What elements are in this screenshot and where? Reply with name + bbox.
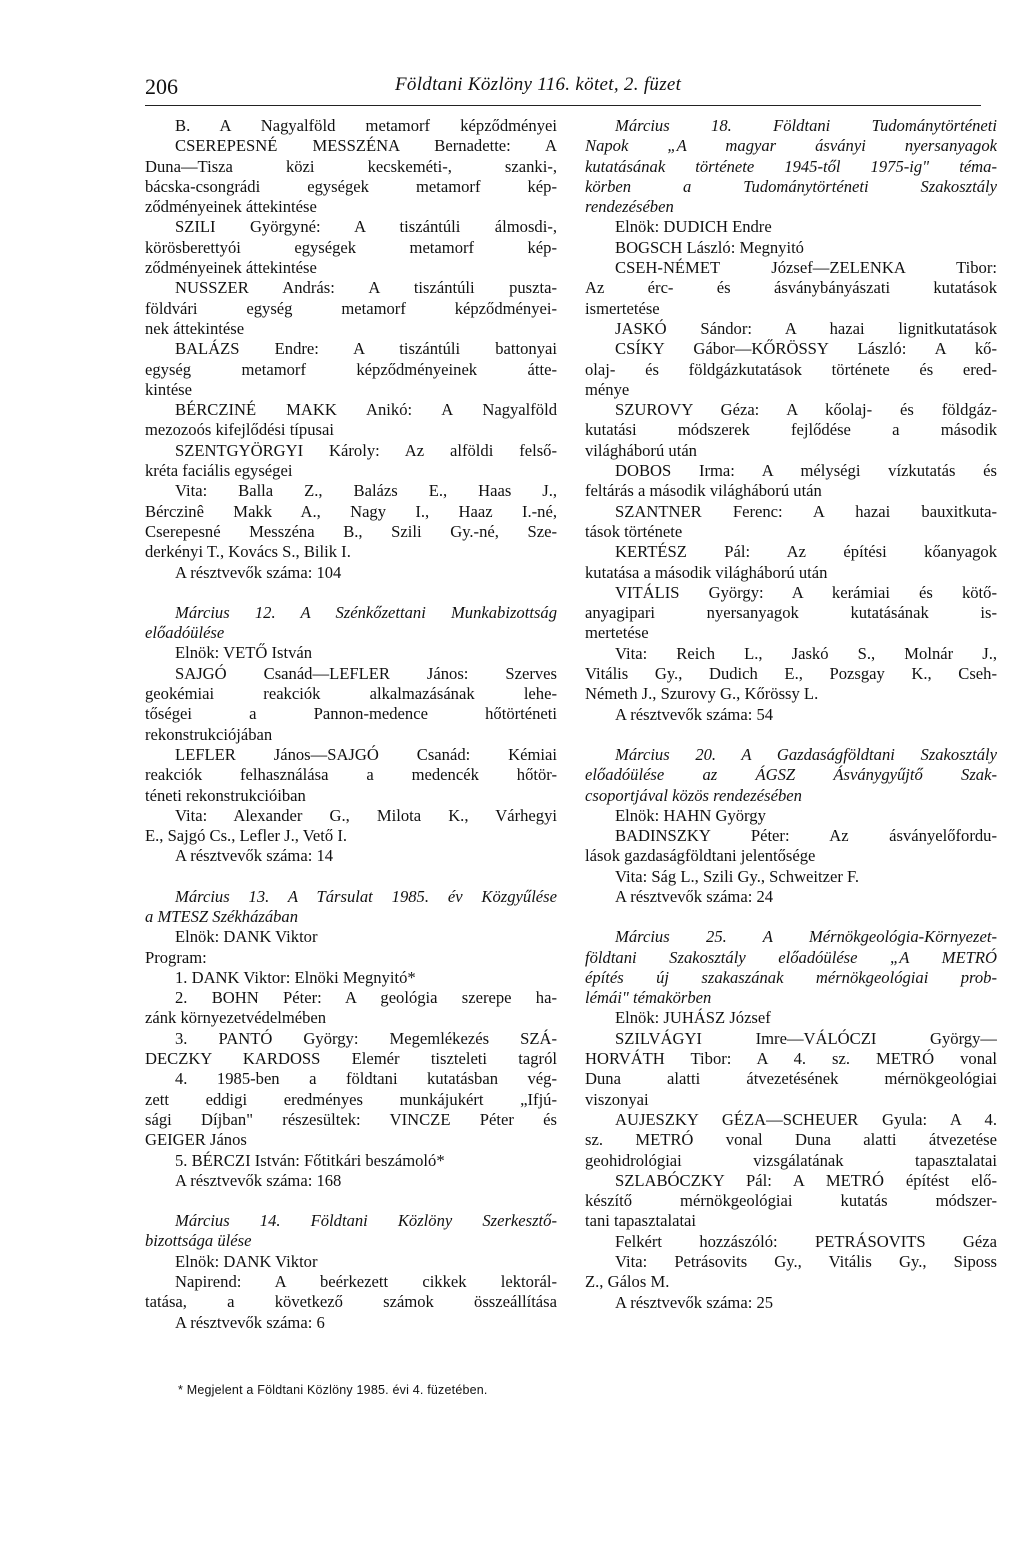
text-line: ménye (585, 379, 630, 399)
text-line: Vita: Alexander G., Milota K., Várhegyi (175, 805, 557, 825)
text-line: A résztvevők száma: 14 (175, 846, 334, 866)
text-line: Program: (145, 947, 207, 967)
text-line: Z., Gálos M. (585, 1272, 670, 1292)
paragraph-gap (585, 725, 997, 745)
text-line: nek áttekintése (145, 318, 245, 338)
text-line: anyagipari nyersanyagok kutatásának is- (585, 603, 997, 623)
text-line: SZILVÁGYI Imre—VÁLÓCZI György— (615, 1028, 997, 1048)
right-column (585, 116, 997, 1313)
text-line: B. A Nagyalföld metamorf képződményei (175, 116, 557, 135)
text-line: SAJGÓ Csanád—LEFLER János: Szerves (175, 663, 557, 683)
text-line: a MTESZ Székházában (145, 906, 299, 926)
text-line: Az érc- és ásványbányászati kutatások (585, 278, 997, 298)
text-line: HORVÁTH Tibor: A 4. sz. METRÓ vonal (585, 1049, 997, 1069)
text-line: BÉRCZINÉ MAKK Anikó: A Nagyalföld (175, 400, 557, 420)
text-line: mezozoós kifejlődési típusai (145, 420, 334, 440)
text-line: ismertetése (585, 298, 660, 318)
text-line: Március 14. Földtani Közlöny Szerkesztő- (175, 1211, 557, 1231)
text-line: GEIGER János (145, 1130, 247, 1150)
text-line: Vita: Ság L., Szili Gy., Schweitzer F. (615, 866, 860, 886)
text-line: CSEREPESNÉ MESSZÉNA Bernadette: A (175, 136, 557, 156)
text-line: Cserepesné Messzéna B., Szili Gy.-né, Sze- (145, 521, 557, 541)
text-line: Március 20. A Gazdaságföldtani Szakosztály (615, 744, 997, 764)
text-line: földtani Szakosztály előadóülése „A METRÓ (585, 947, 997, 967)
text-line: reakciók felhasználása a medencék hőtör- (145, 765, 557, 785)
text-line: Március 12. A Szénkőzettani Munkabizottság (175, 602, 557, 622)
text-line: világháború után (585, 440, 697, 460)
text-line: Napok „A magyar ásványi nyersanyagok (585, 136, 997, 156)
text-line: ződményeinek áttekintése (145, 258, 317, 278)
text-line: SZILI Györgyné: A tiszántúli álmosdi-, (175, 217, 557, 237)
text-line: Németh J., Szurovy G., Kőrössy L. (585, 684, 819, 704)
text-line: kutatásának története 1945-től 1975-ig" téma- (585, 156, 997, 176)
text-line: olaj- és földgázkutatások története és ered- (585, 359, 997, 379)
text-line: A résztvevők száma: 54 (615, 704, 774, 724)
text-line: Duna alatti átvezetésének mérnökgeológiai (585, 1069, 997, 1089)
text-line: Napirend: A beérkezett cikkek lektorál- (175, 1272, 557, 1292)
text-line: bácska-csongrádi egységek metamorf kép- (145, 176, 557, 196)
text-line: egység metamorf képződményeinek átte- (145, 359, 557, 379)
text-line: zett eddigi eredményes munkájukért „Ifjú- (145, 1089, 557, 1109)
text-line: Elnök: DANK Viktor (175, 1251, 318, 1271)
text-line: sági Díjban" részesültek: VINCZE Péter és (145, 1109, 557, 1129)
text-line: zánk környezetvédelmében (145, 1008, 327, 1028)
page-number: 206 (145, 74, 178, 99)
text-line: kutatási módszerek fejlődése a második (585, 420, 997, 440)
text-line: tások története (585, 521, 683, 541)
page-header (145, 74, 981, 104)
text-line: Március 25. A Mérnökgeológia-Környezet- (615, 927, 997, 947)
text-line: rekonstrukciójában (145, 724, 273, 744)
text-line: derkényi T., Kovács S., Bilik I. (145, 542, 351, 562)
text-line: SZLABÓCZKY Pál: A METRÓ építést elő- (615, 1170, 997, 1190)
text-line: tani tapasztalatai (585, 1211, 697, 1231)
text-line: feltárás a második világháború után (585, 481, 822, 501)
text-line: CSÍKY Gábor—KŐRÖSSY László: A kő- (615, 339, 997, 359)
text-line: KERTÉSZ Pál: Az építési kőanyagok (615, 542, 997, 562)
text-line: Elnök: DANK Viktor (175, 927, 318, 947)
text-line: E., Sajgó Cs., Lefler J., Vető I. (145, 826, 348, 846)
text-line: tatása, a következő számok összeállítása (145, 1292, 557, 1312)
text-line: körben a Tudománytörténeti Szakosztály (585, 176, 997, 196)
text-line: 5. BÉRCZI István: Főtitkári beszámoló* (175, 1150, 445, 1170)
text-line: SZENTGYÖRGYI Károly: Az alföldi felső- (175, 440, 557, 460)
text-line: Elnök: DUDICH Endre (615, 217, 772, 237)
text-line: A résztvevők száma: 24 (615, 886, 774, 906)
text-line: lémái" témakörben (585, 988, 712, 1008)
text-line: bizottsága ülése (145, 1231, 252, 1251)
text-line: Felkért hozzászóló: PETRÁSOVITS Géza (615, 1231, 997, 1251)
text-line: építés új szakaszának mérnökgeológiai prob- (585, 967, 997, 987)
text-line: tőségei a Pannon-medence hőtörténeti (145, 704, 557, 724)
text-line: előadóülése (145, 623, 225, 643)
text-line: Vita: Reich L., Jaskó S., Molnár J., (615, 643, 997, 663)
running-title: Földtani Közlöny 116. kötet, 2. füzet (395, 74, 682, 95)
text-line: 3. PANTÓ György: Megemlékezés SZÁ- (175, 1028, 557, 1048)
text-line: mertetése (585, 623, 649, 643)
text-line: sz. METRÓ vonal Duna alatti átvezetése (585, 1130, 997, 1150)
text-line: BOGSCH László: Megnyitó (615, 237, 804, 257)
text-line: 2. BOHN Péter: A geológia szerepe ha- (175, 988, 557, 1008)
text-line: BADINSZKY Péter: Az ásványelőfordu- (615, 826, 997, 846)
text-line: Elnök: VETŐ István (175, 643, 313, 663)
text-line: BALÁZS Endre: A tiszántúli battonyai (175, 339, 557, 359)
text-line: A résztvevők száma: 25 (615, 1292, 774, 1312)
paragraph-gap (145, 1191, 557, 1211)
text-line: AUJESZKY GÉZA—SCHEUER Gyula: A 4. (615, 1109, 997, 1129)
left-column (145, 116, 557, 1333)
text-line: A résztvevők száma: 104 (175, 562, 342, 582)
text-line: Március 13. A Társulat 1985. év Közgyűlése (175, 886, 557, 906)
text-line: SZUROVY Géza: A kőolaj- és földgáz- (615, 400, 997, 420)
text-line: csoportjával közös rendezésében (585, 785, 802, 805)
text-line: 4. 1985-ben a földtani kutatásban vég- (175, 1069, 557, 1089)
paragraph-gap (145, 583, 557, 603)
text-line: JASKÓ Sándor: A hazai lignitkutatások (615, 318, 997, 338)
footnote: * Megjelent a Földtani Közlöny 1985. évi 4. füzetében. (178, 1383, 488, 1397)
text-line: Március 18. Földtani Tudománytörténeti (615, 116, 997, 135)
text-line: DECZKY KARDOSS Elemér tiszteleti tagról (145, 1049, 557, 1069)
header-rule (145, 105, 981, 106)
text-line: Vita: Petrásovits Gy., Vitális Gy., Siposs (615, 1252, 997, 1272)
text-line: Vitális Gy., Dudich E., Pozsgay K., Cseh- (585, 664, 997, 684)
text-line: téneti rekonstrukcióiban (145, 785, 306, 805)
text-line: ződményeinek áttekintése (145, 197, 317, 217)
text-line: Elnök: JUHÁSZ József (615, 1008, 771, 1028)
text-line: földvári egység metamorf képződményei- (145, 298, 557, 318)
paragraph-gap (585, 907, 997, 927)
text-line: készítő mérnökgeológiai kutatás módszer- (585, 1191, 997, 1211)
text-line: geokémiai reakciók alkalmazásának lehe- (145, 684, 557, 704)
text-line: VITÁLIS György: A kerámiai és kötő- (615, 582, 997, 602)
text-line: Duna—Tisza közi kecskeméti-, szanki-, (145, 156, 557, 176)
text-line: Bérczinê Makk A., Nagy I., Haaz I.-né, (145, 501, 557, 521)
text-line: Vita: Balla Z., Balázs E., Haas J., (175, 481, 557, 501)
text-line: Elnök: HAHN György (615, 805, 766, 825)
text-line: kutatása a második világháború után (585, 562, 828, 582)
text-line: CSEH-NÉMET József—ZELENKA Tibor: (615, 258, 997, 278)
text-line: viszonyai (585, 1089, 649, 1109)
text-line: A résztvevők száma: 6 (175, 1312, 325, 1332)
text-line: SZANTNER Ferenc: A hazai bauxitkuta- (615, 501, 997, 521)
text-line: geohidrológiai vizsgálatának tapasztalatai (585, 1150, 997, 1170)
text-line: LEFLER János—SAJGÓ Csanád: Kémiai (175, 744, 557, 764)
text-line: rendezésében (585, 197, 674, 217)
text-line: körösberettyói egységek metamorf kép- (145, 237, 557, 257)
text-line: A résztvevők száma: 168 (175, 1170, 342, 1190)
text-line: lások gazdaságföldtani jelentősége (585, 846, 816, 866)
paragraph-gap (145, 867, 557, 887)
text-line: DOBOS Irma: A mélységi vízkutatás és (615, 461, 997, 481)
text-line: NUSSZER András: A tiszántúli puszta- (175, 278, 557, 298)
text-line: kréta faciális egységei (145, 461, 293, 481)
text-line: 1. DANK Viktor: Elnöki Megnyitó* (175, 967, 416, 987)
text-line: kintése (145, 379, 193, 399)
text-line: előadóülése az ÁGSZ Ásványgyűjtő Szak- (585, 765, 997, 785)
